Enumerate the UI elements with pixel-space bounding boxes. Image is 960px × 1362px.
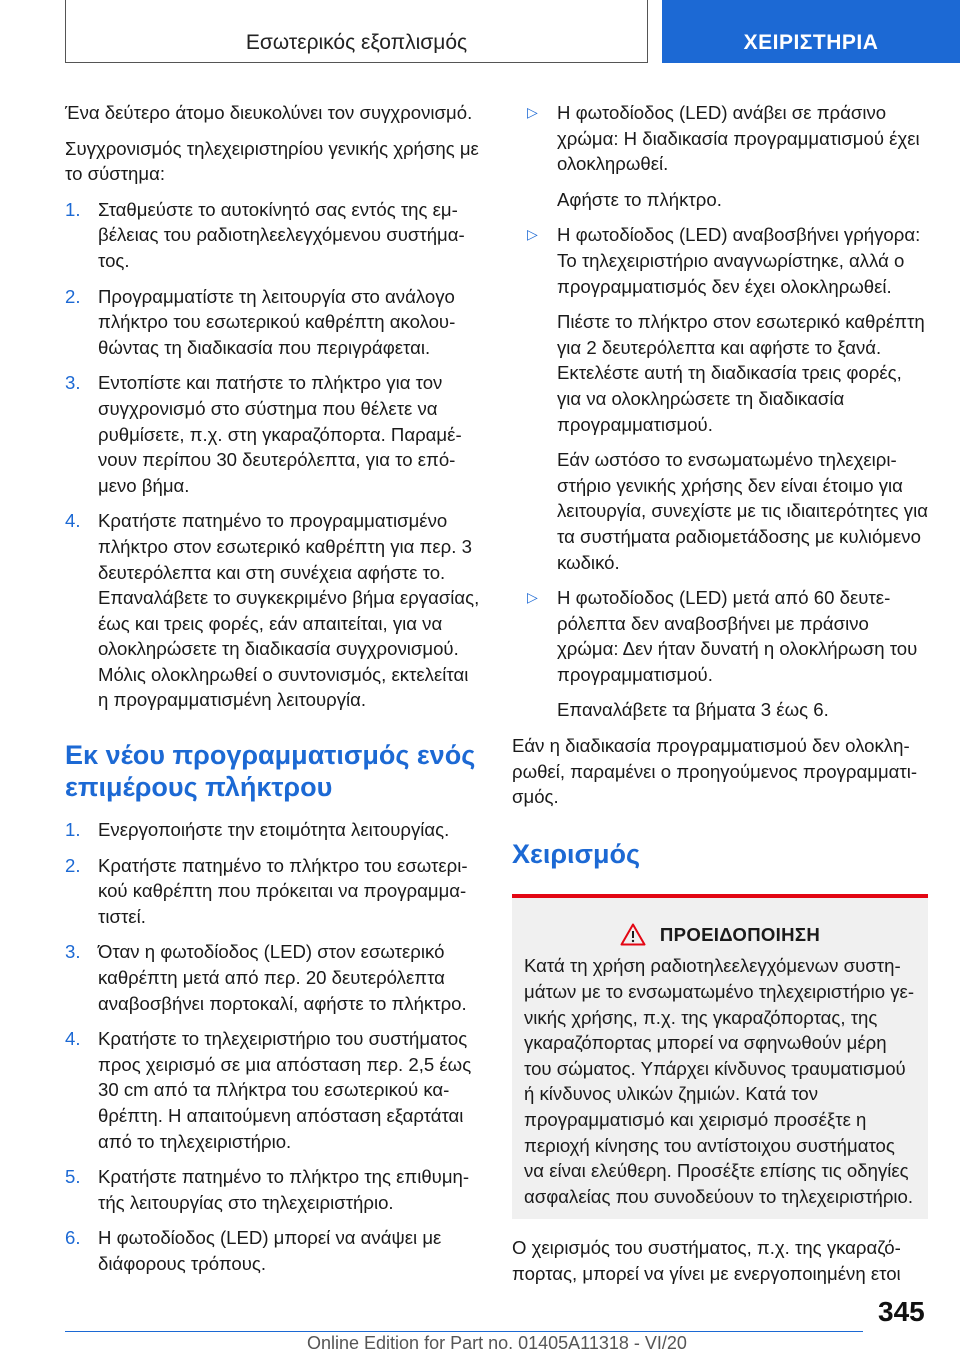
step-number: 1. xyxy=(65,198,81,220)
sync-steps-list xyxy=(65,197,480,713)
footer-divider xyxy=(65,1331,863,1332)
list-item xyxy=(65,284,480,361)
body-paragraph: Εάν η διαδικασία προγραμματισμού δεν ολοκληρωθεί, παραμένει ο προηγούμενος προγραμματισμός. xyxy=(512,735,918,808)
intro-paragraph: Ένα δεύτερο άτομο διευκολύνει τον συγχρονισμό. xyxy=(65,102,473,123)
section-heading: Χειρισμός xyxy=(512,838,641,869)
list-item xyxy=(65,1164,480,1215)
warning-header xyxy=(524,922,916,948)
step-text: Κρατήστε πατημένο το πλήκτρο του εσωτερικού καθρέπτη που πρόκειται να προγραμματιστεί. xyxy=(98,854,468,927)
list-item xyxy=(65,853,480,930)
warning-title: ΠΡΟΕΙΔΟΠΟΙΗΣΗ xyxy=(659,923,821,945)
bullet-continuation: Εάν ωστόσο το ενσωματωμένο τηλεχειριστήριο γενικής χρήσης δεν είναι έτοιμο για λειτουργία, συνεχίστε με τις ιδιαιτερότητες για τα συστήματα ραδιομετάδοσης με κυλιόμενο κωδικό. xyxy=(557,449,928,573)
step-text: Κρατήστε το τηλεχειριστήριο του συστήματος προς χειρισμό σε μια απόσταση περ. 2,5 έως 30 cm από τα πλήκτρα του εσωτερικού καθρέπτη. Η απαιτούμενη απόσταση εξαρτάται από το τηλεχειριστήριο. xyxy=(98,1028,472,1152)
triangle-right-icon: ▷ xyxy=(527,589,538,606)
step-number: 4. xyxy=(65,510,81,532)
warning-box xyxy=(512,894,928,1220)
bullet-item xyxy=(512,222,928,299)
right-column xyxy=(512,100,928,1297)
step-text: Ενεργοποιήστε την ετοιμότητα λειτουργίας. xyxy=(98,819,450,841)
body-paragraph: Ο χειρισμός του συστήματος, π.χ. της γκαραζόπορτας, μπορεί να γίνει με ενεργοποιημένη ετοι xyxy=(512,1237,901,1284)
section-heading: Εκ νέου προγραμματισμός ενός επιμέρους πλήκτρου xyxy=(65,740,476,803)
warning-triangle-icon xyxy=(620,923,646,946)
page-number: 345 xyxy=(878,1296,925,1327)
triangle-right-icon: ▷ xyxy=(527,104,538,120)
step-number: 3. xyxy=(65,941,81,963)
list-item xyxy=(65,508,480,713)
reprogram-steps-list xyxy=(65,817,480,1277)
section-title: Εσωτερικός εξοπλισμός xyxy=(65,0,648,63)
bullet-item xyxy=(512,585,928,687)
bullet-continuation: Πιέστε το πλήκτρο στον εσωτερικό καθρέπτη για 2 δευτερόλεπτα και αφήστε το ξανά. Εκτελέστε αυτή τη διαδικασία τρεις φορές, για να ολοκληρώσετε τη διαδικασία προγραμματισμού. xyxy=(557,311,925,435)
page-header xyxy=(65,0,960,65)
step-text: Προγραμματίστε τη λειτουργία στο ανάλογο πλήκτρο του εσωτερικού καθρέπτη ακολουθώντας τη διαδικασία που περιγράφεται. xyxy=(98,285,456,358)
step-text: Σταθμεύστε το αυτοκίνητό σας εντός της εμβέλειας του ραδιοτηλεελεγχόμενου συστήματος. xyxy=(98,198,465,271)
left-column xyxy=(65,100,480,1287)
step-number: 2. xyxy=(65,854,81,876)
step-number: 3. xyxy=(65,372,81,394)
list-item xyxy=(65,1026,480,1154)
step-text: Η φωτοδίοδος (LED) μπορεί να ανάψει με διάφορους τρόπους. xyxy=(98,1227,442,1274)
step-number: 1. xyxy=(65,819,81,841)
list-item xyxy=(65,370,480,498)
list-item xyxy=(65,939,480,1016)
bullet-continuation: Αφήστε το πλήκτρο. xyxy=(557,188,722,210)
bullet-text: Η φωτοδίοδος (LED) αναβοσβήνει γρήγορα: Το τηλεχειριστήριο αναγνωρίστηκε, αλλά ο προγραμματισμός δεν έχει ολοκληρωθεί. xyxy=(557,224,921,297)
triangle-right-icon: ▷ xyxy=(527,226,538,243)
step-number: 4. xyxy=(65,1028,81,1050)
list-item xyxy=(65,817,480,843)
step-text: Κρατήστε πατημένο το προγραμματισμένο πλήκτρο στον εσωτερικό καθρέπτη για περ. 3 δευτερόλεπτα και στη συνέχεια αφήστε το. Επαναλάβετε το συγκεκριμένο βήμα εργασίας, έως και τρεις φορές, εάν απαιτείται, για να ολοκληρώσετε τη διαδικασία συγχρονισμού. Μόλις ολοκληρωθεί ο συντονισμός, εκτελείται η προγραμματισμένη λειτουργία. xyxy=(98,510,480,711)
step-number: 5. xyxy=(65,1166,81,1188)
step-number: 2. xyxy=(65,285,81,307)
step-text: Όταν η φωτοδίοδος (LED) στον εσωτερικό καθρέπτη μετά από περ. 20 δευτερόλεπτα αναβοσβήνει πορτοκαλί, αφήστε το πλήκτρο. xyxy=(98,941,467,1014)
bullet-item xyxy=(512,100,928,177)
bullet-continuation: Επαναλάβετε τα βήματα 3 έως 6. xyxy=(557,699,829,721)
bullet-text: Η φωτοδίοδος (LED) μετά από 60 δευτερόλεπτα δεν αναβοσβήνει με πράσινο χρώμα: Δεν ήταν δυνατή η ολοκλήρωση του προγραμματισμού. xyxy=(557,587,918,685)
footer-edition: Online Edition for Part no. 01405A11318 - VI/20 xyxy=(307,1333,687,1353)
bullet-text: Η φωτοδίοδος (LED) ανάβει σε πράσινο χρώμα: Η διαδικασία προγραμματισμού έχει ολοκληρωθεί. xyxy=(557,102,920,175)
list-item xyxy=(65,197,480,274)
chapter-tab: ΧΕΙΡΙΣΤΗΡΙΑ xyxy=(662,0,960,63)
step-number: 6. xyxy=(65,1227,81,1249)
step-text: Κρατήστε πατημένο το πλήκτρο της επιθυμητής λειτουργίας στο τηλεχειριστήριο. xyxy=(98,1166,470,1213)
warning-text: Κατά τη χρήση ραδιοτηλεελεγχόμενων συστημάτων με το ενσωματωμένο τηλεχειριστήριο γενικής χρήσης, π.χ. της γκαραζόπορτας, της γκαραζόπορτας μπορεί να σφηνωθούν μέρη του σώματος. Υπάρχει κίνδυνος τραυματισμού ή κίνδυνος υλικών ζημιών. Κατά τον προγραμματισμό και χειρισμό προσέξτε η περιοχή κίνησης του αντίστοιχου συστήματος να είναι ελεύθερη. Προσέξτε επίσης τις οδηγίες ασφαλείας που συνοδεύουν το τηλεχειριστήριο. xyxy=(524,955,915,1207)
intro-paragraph: Συγχρονισμός τηλεχειριστηρίου γενικής χρήσης με το σύστημα: xyxy=(65,137,479,185)
list-item xyxy=(65,1225,480,1276)
step-text: Εντοπίστε και πατήστε το πλήκτρο για τον συγχρονισμό στο σύστημα που θέλετε να ρυθμίσετε, π.χ. στη γκαραζόπορτα. Παραμένουν περίπου 30 δευτερόλεπτα, για το επόμενο βήμα. xyxy=(98,372,462,496)
